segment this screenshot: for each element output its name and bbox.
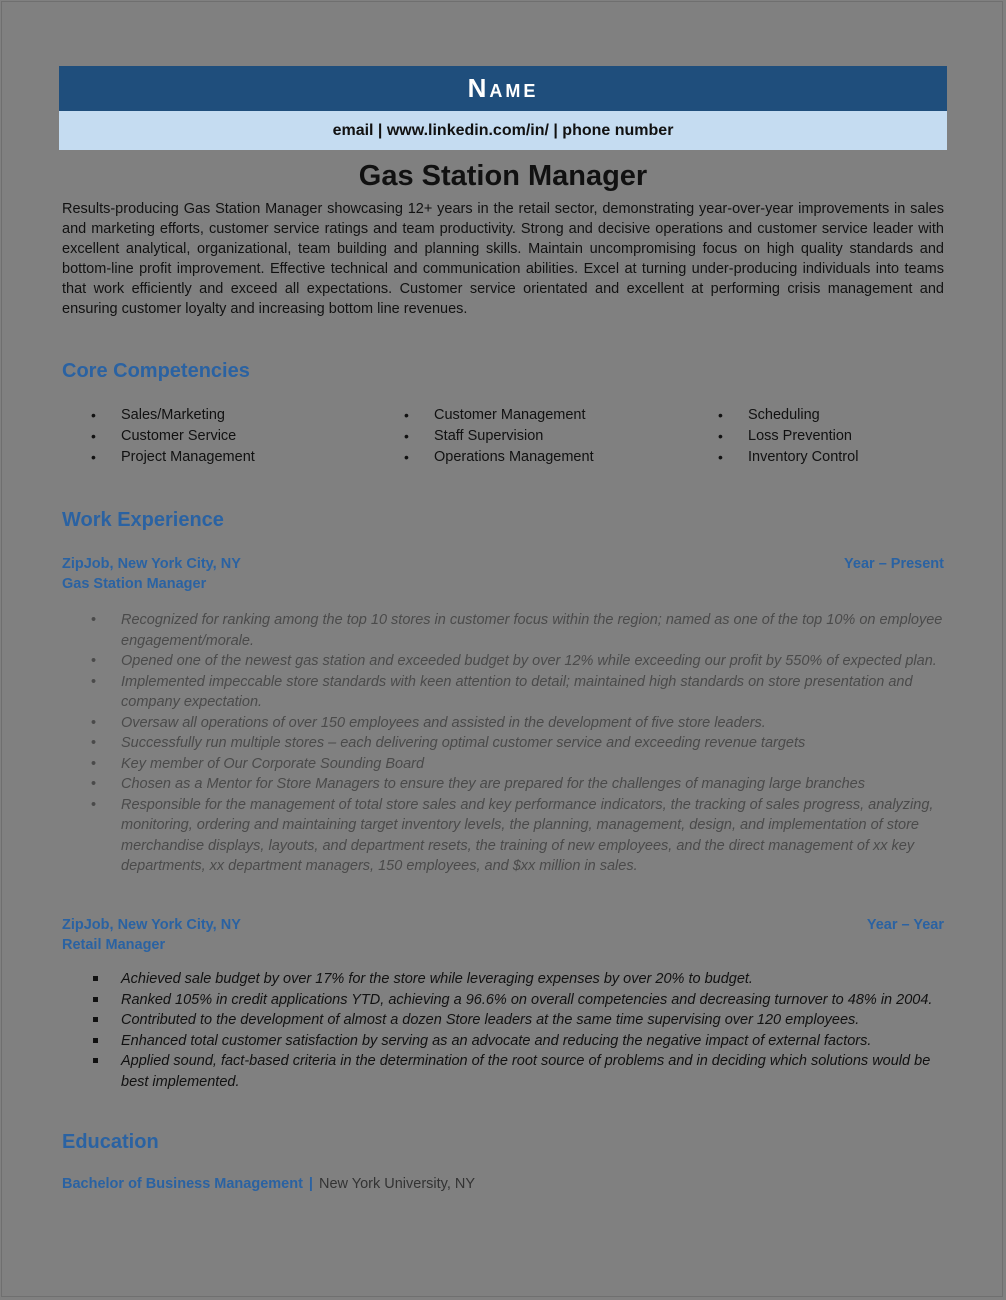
competencies-column-1	[91, 405, 255, 468]
name-banner	[59, 66, 947, 111]
list-item: • Recognized for ranking among the top 10 stores in customer focus within the region; named as one of the top 10% on employee engagement/morale.	[62, 610, 944, 651]
competency-item: • Loss Prevention	[718, 426, 858, 447]
contact-info: email | www.linkedin.com/in/ | phone number	[332, 121, 674, 139]
competencies-column-3	[718, 405, 858, 468]
list-item: • Oversaw all operations of over 150 employees and assisted in the development of five store leaders.	[62, 713, 944, 734]
job-dates: Year – Year	[866, 917, 944, 933]
education-heading: Education	[62, 1131, 159, 1153]
education-separator: |	[308, 1176, 313, 1192]
list-item: • Implemented impeccable store standards with keen attention to detail; maintained high standards on store presentation and company expectation.	[62, 672, 944, 713]
list-item: Contributed to the development of almost a dozen Store leaders at the same time supervising over 120 employees.	[62, 1010, 944, 1031]
competencies-column-2	[404, 405, 594, 468]
education-degree: Bachelor of Business Management	[62, 1176, 303, 1192]
job-2-bullets	[62, 969, 944, 1092]
experience-heading: Work Experience	[62, 509, 224, 531]
job-dates: Year – Present	[844, 556, 944, 572]
contact-banner	[59, 111, 947, 150]
competency-item: • Inventory Control	[718, 447, 858, 468]
job-1-bullets	[62, 610, 944, 877]
list-item: • Responsible for the management of total store sales and key performance indicators, the tracking of sales progress, analyzing, monitoring, ordering and maintaining target inventory levels, the planning, management, design, and implementation of store merchandise displays, layouts, and department resets, the training of new employees, and the direct management of xx key departments, xx department managers, 150 employees, and $xx million in sales.	[62, 795, 944, 877]
professional-summary: Results-producing Gas Station Manager showcasing 12+ years in the retail sector, demonstrating year-over-year improvements in sales and marketing efforts, customer service ratings and team productivity. Strong and decisive operations and customer service leader with excellent analytical, organizational, team building and planning skills. Maintain uncompromising focus on high quality standards and bottom-line profit improvement. Effective technical and communication abilities. Excel at turning under-producing individuals into teams that work efficiently and exceed all expectations. Customer service orientated and excellent at performing crisis management and ensuring customer loyalty and increasing bottom line revenues.	[62, 201, 944, 317]
list-item: Ranked 105% in credit applications YTD, achieving a 96.6% on overall competencies and decreasing turnover to 48% in 2004.	[62, 990, 944, 1011]
competency-item: • Customer Management	[404, 405, 594, 426]
list-item: • Successfully run multiple stores – each delivering optimal customer service and exceeding revenue targets	[62, 733, 944, 754]
competency-item: • Sales/Marketing	[91, 405, 255, 426]
resume-title: Gas Station Manager	[358, 160, 648, 192]
job-role: Retail Manager	[62, 937, 166, 953]
job-company: ZipJob, New York City, NY	[62, 556, 241, 572]
competency-item: • Scheduling	[718, 405, 858, 426]
candidate-name: Name	[467, 73, 539, 103]
competency-item: • Staff Supervision	[404, 426, 594, 447]
list-item: • Key member of Our Corporate Sounding Board	[62, 754, 944, 775]
list-item: Applied sound, fact-based criteria in the determination of the root source of problems and in deciding which solutions would be best implemented.	[62, 1051, 944, 1092]
job-header-2	[62, 915, 944, 955]
list-item: Enhanced total customer satisfaction by serving as an advocate and reducing the negative impact of external factors.	[62, 1031, 944, 1052]
competencies-heading: Core Competencies	[62, 360, 250, 382]
job-company: ZipJob, New York City, NY	[62, 917, 241, 933]
education-entry	[62, 1176, 475, 1192]
competency-item: • Customer Service	[91, 426, 255, 447]
list-item: • Opened one of the newest gas station and exceeded budget by over 12% while exceeding our profit by 550% of expected plan.	[62, 651, 944, 672]
job-header-1	[62, 554, 944, 594]
competency-item: • Project Management	[91, 447, 255, 468]
job-role: Gas Station Manager	[62, 576, 207, 592]
list-item: • Chosen as a Mentor for Store Managers to ensure they are prepared for the challenges of managing large branches	[62, 774, 944, 795]
list-item: Achieved sale budget by over 17% for the store while leveraging expenses by over 20% to budget.	[62, 969, 944, 990]
education-school: New York University, NY	[318, 1176, 476, 1192]
competency-item: • Operations Management	[404, 447, 594, 468]
